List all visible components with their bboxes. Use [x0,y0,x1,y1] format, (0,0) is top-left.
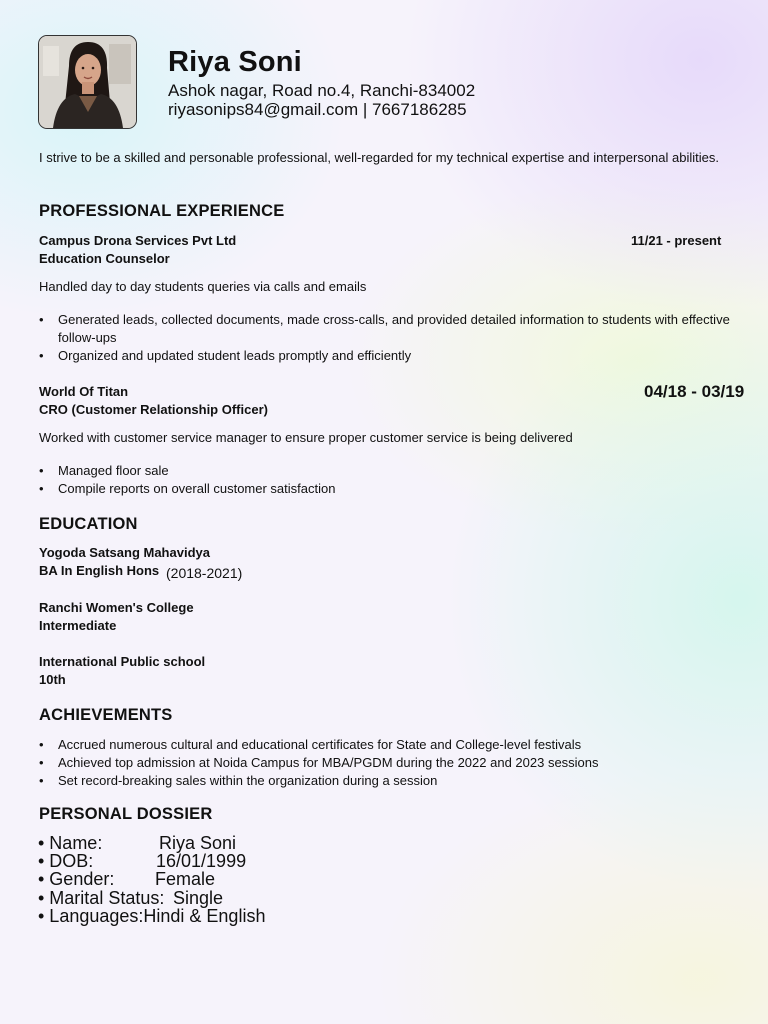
dossier-label: • Name: [38,833,103,853]
dossier-label: • DOB: [38,851,94,872]
job-1-bullets [39,311,739,365]
dossier-row-gender [38,870,265,888]
dossier-label: • Languages: [38,905,144,926]
dossier-value: Hindi & English [143,905,266,926]
dossier-value: Female [155,869,216,890]
list-item: • Achieved top admission at Noida Campus for MBA/PGDM during the 2022 and 2023 sessions [39,754,739,772]
job-1-description: Handled day to day students queries via calls and emails [39,279,367,294]
summary-text: I strive to be a skilled and personable professional, well-regarded for my technical expertise and interpersonal abilities. [39,150,719,165]
dossier-label: • Marital Status: [38,887,165,908]
dossier-row-dob [38,852,265,870]
job-1-dates: 11/21 - present [631,233,722,248]
education-1-degree: BA In English Hons [39,563,160,578]
job-2-dates: 04/18 - 03/19 [644,382,745,401]
education-1-school: Yogoda Satsang Mahavidya [39,545,210,560]
education-1-years: (2018-2021) [166,565,243,581]
job-1-role: Education Counselor [39,251,170,266]
education-heading: EDUCATION [39,515,138,533]
list-item: • Accrued numerous cultural and educational certificates for State and College-level festivals [39,736,739,754]
profile-photo-image [39,36,136,128]
dossier-label: • Gender: [38,869,115,890]
dossier-value: Single [173,887,224,908]
experience-heading: PROFESSIONAL EXPERIENCE [39,202,285,220]
job-1-company: Campus Drona Services Pvt Ltd [39,233,237,248]
education-3-degree: 10th [39,672,66,687]
job-2-company: World Of Titan [39,384,129,399]
dossier-value: Riya Soni [159,833,237,853]
dossier-value: 16/01/1999 [156,851,247,872]
candidate-name: Riya Soni [168,46,302,78]
education-2-school: Ranchi Women's College [39,600,194,615]
list-item: • Compile reports on overall customer satisfaction [39,480,739,498]
list-item: • Set record-breaking sales within the organization during a session [39,772,739,790]
contact-info: riyasonips84@gmail.com | 7667186285 [168,100,467,119]
address: Ashok nagar, Road no.4, Ranchi-834002 [168,81,476,100]
dossier-row-marital-status [38,889,265,907]
dossier-heading: PERSONAL DOSSIER [39,805,213,823]
job-2-role: CRO (Customer Relationship Officer) [39,402,268,417]
dossier-row-name [38,834,265,852]
job-2-bullets [39,462,739,498]
profile-photo [38,35,137,129]
list-item: • Generated leads, collected documents, made cross-calls, and provided detailed information to students with effective follow-ups [39,311,739,347]
education-2-degree: Intermediate [39,618,117,633]
achievements-list [39,736,739,790]
dossier-list [38,834,265,925]
list-item: • Managed floor sale [39,462,739,480]
list-item: • Organized and updated student leads promptly and efficiently [39,347,739,365]
achievements-heading: ACHIEVEMENTS [39,706,173,724]
education-3-school: International Public school [39,654,206,669]
job-2-description: Worked with customer service manager to ensure proper customer service is being delivered [39,430,573,445]
dossier-row-languages [38,907,265,925]
